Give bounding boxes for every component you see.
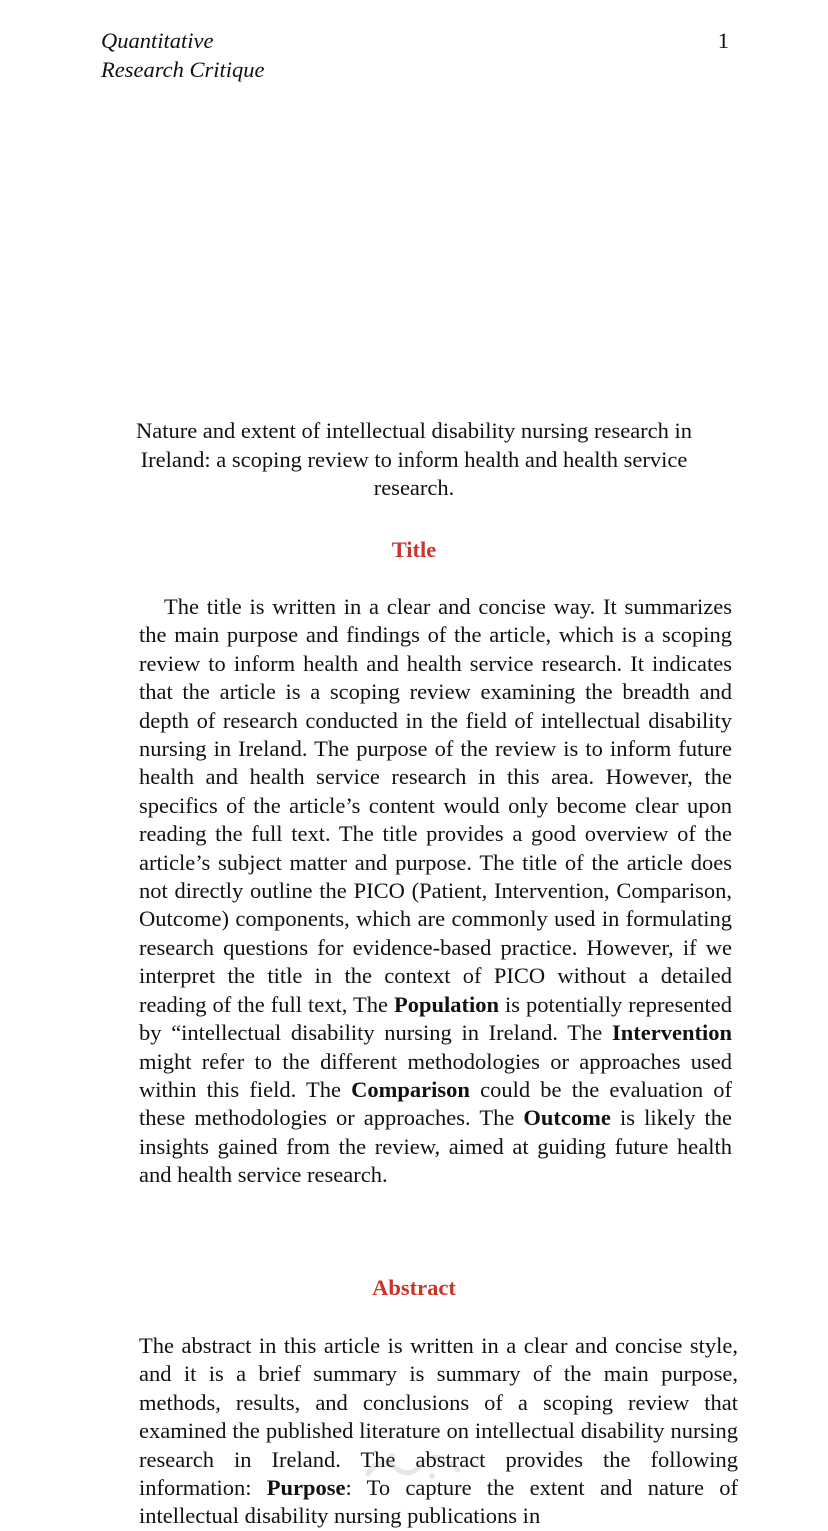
pico-intervention-term: Intervention (612, 1020, 732, 1046)
document-title: Nature and extent of intellectual disability nursing research in Ireland: a scoping review to inform health and health service research. (135, 418, 693, 500)
faded-logo-watermark-icon (362, 1446, 466, 1486)
running-head-line-1: Quantitative (101, 28, 214, 53)
section-heading-title: Title (391, 537, 437, 562)
pico-comparison-term: Comparison (351, 1076, 470, 1102)
abstract-paragraph: The abstract in this article is written in a clear and concise style, and it is a brief summary is summary of the main purpose, methods, results, and conclusions of a scoping review that examined the published literature on intellectual disability nursing research in Ireland. The abstract provides the following information: Purpose: To capture the extent and nature of intellectual disability nursing publications in (139, 1333, 738, 1529)
pico-outcome-term: Outcome (523, 1105, 611, 1131)
abstract-purpose-term: Purpose (266, 1475, 346, 1501)
section-heading-abstract: Abstract (372, 1275, 456, 1300)
title-section-paragraph: The title is written in a clear and concise way. It summarizes the main purpose and findings of the article, which is a scoping review to inform health and health service research. It indicates that the article is a scoping review examining the breadth and depth of research conducted in the field of intellectual disability nursing in Ireland. The purpose of the review is to inform future health and health service research in this area. However, the specifics of the article’s content would only become clear upon reading the full text. The title provides a good overview of the article’s subject matter and purpose. The title of the article does not directly outline the PICO (Patient, Intervention, Comparison, Outcome) components, which are commonly used in formulating research questions for evidence-based practice. However, if we interpret the title in the context of PICO without a detailed reading of the full text, The Population is potentially represented by “intellectual disability nursing in Ireland. The Intervention might refer to the different methodologies or approaches used within this field. The Comparison could be the evaluation of these methodologies or approaches. The Outcome is likely the insights gained from the review, aimed at guiding future health and health service research. (139, 594, 732, 1188)
pico-population-term: Population (393, 991, 500, 1017)
page-number: 1 (717, 28, 729, 53)
running-head (101, 26, 265, 84)
running-head-line-2: Research Critique (101, 57, 265, 82)
